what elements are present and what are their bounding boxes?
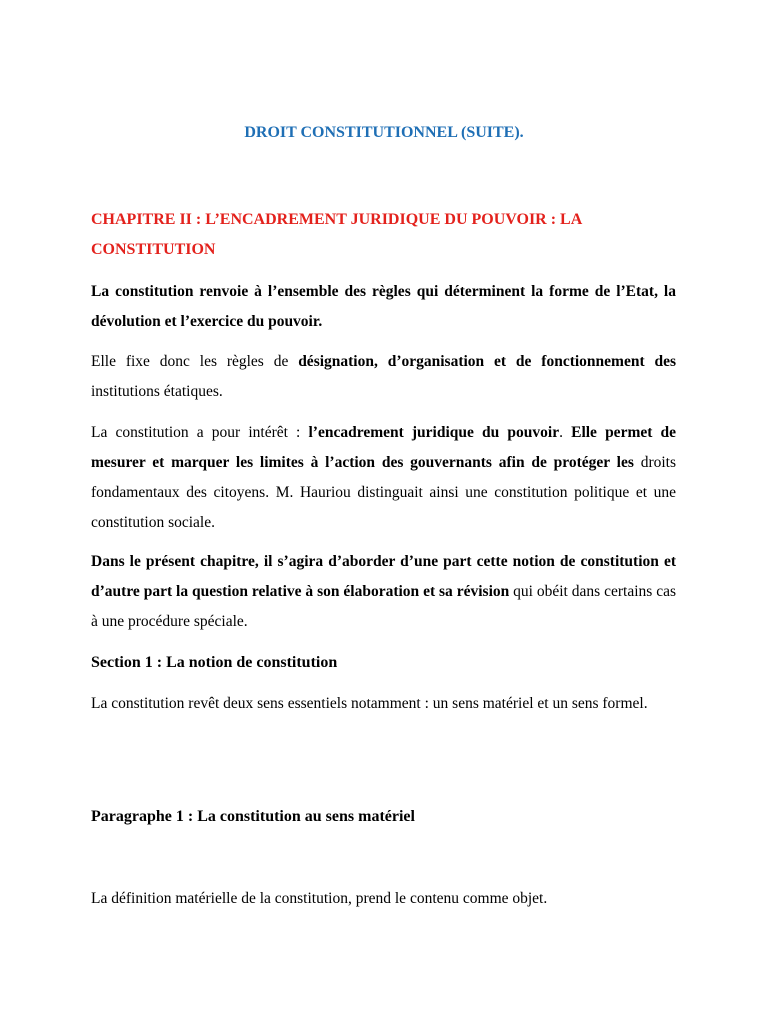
paragraph-rules: [91, 347, 676, 407]
paragraph-rules-emphasis: désignation, d’organisation et de fonctionnement des: [298, 353, 676, 370]
paragraph-interest-emphasis-1: l’encadrement juridique du pouvoir: [308, 424, 560, 441]
paragraph-interest-emphasis-2: Elle permet de mesurer et marquer les limites à l’action des gouvernants afin de protéger les: [91, 424, 677, 471]
chapter-heading-line2: CONSTITUTION: [91, 241, 216, 258]
paragraph-rules-text-2: institutions étatiques.: [91, 383, 223, 400]
paragraph-1-heading: Paragraphe 1 : La constitution au sens matériel: [91, 808, 415, 825]
paragraph-interest-dot: .: [559, 424, 572, 441]
paragraph-two-senses: La constitution revêt deux sens essentiels notamment : un sens matériel et un sens formel.: [91, 695, 648, 712]
document-title: DROIT CONSTITUTIONNEL (SUITE).: [244, 124, 524, 141]
chapter-heading: [91, 205, 676, 265]
paragraph-material-definition: La définition matérielle de la constitution, prend le contenu comme objet.: [91, 890, 548, 907]
paragraph-chapter-plan-text: qui obéit dans certains cas à une procédure spéciale.: [91, 583, 676, 630]
paragraph-rules-text-1: Elle fixe donc les règles de: [91, 353, 299, 370]
chapter-heading-line1: CHAPITRE II : L’ENCADREMENT JURIDIQUE DU POUVOIR : LA: [91, 211, 583, 228]
paragraph-interest: [91, 418, 676, 538]
section-1-heading: Section 1 : La notion de constitution: [91, 654, 338, 671]
paragraph-interest-text-1: La constitution a pour intérêt :: [91, 424, 309, 441]
paragraph-definition: La constitution renvoie à l’ensemble des règles qui déterminent la forme de l’Etat, la dévolution et l’exercice du pouvoir.: [91, 283, 676, 330]
paragraph-chapter-plan-emphasis: Dans le présent chapitre, il s’agira d’aborder d’une part cette notion de constitution et d’autre part la question relative à son élaboration et sa révision: [91, 553, 676, 600]
paragraph-chapter-plan: [91, 547, 676, 637]
paragraph-interest-text-2: droits fondamentaux des citoyens. M. Hauriou distinguait ainsi une constitution politique et une constitution sociale.: [91, 454, 676, 531]
